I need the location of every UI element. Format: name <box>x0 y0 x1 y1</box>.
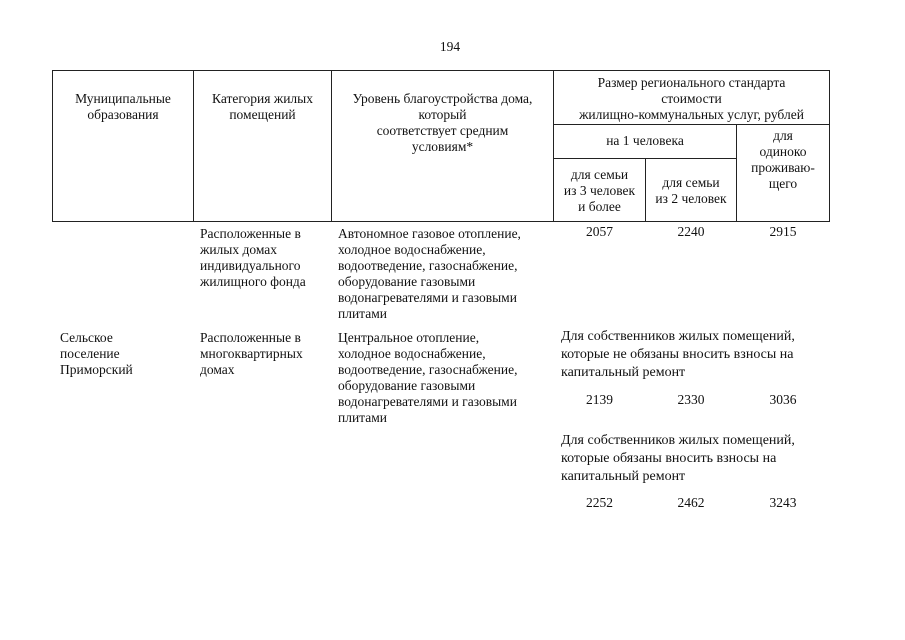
row2-group2-note: Для собственников жилых помещений, которые обязаны вносить взносы на капитальный ремонт <box>561 433 795 484</box>
row2-municipal: Сельское поселение Приморский <box>60 330 133 377</box>
row2-group1-family2: 2330 <box>677 392 705 407</box>
header-standard-size: Размер регионального стандарта стоимости жилищно-коммунальных услуг, рублей <box>579 75 804 122</box>
row2-group2-family3: 2252 <box>586 495 613 510</box>
row2-level: Центральное отопление, холодное водоснабжение, водоотведение, газоснабжение, оборудование газовыми водонагревателями и газовыми плитами <box>338 330 518 425</box>
row1-level: Автономное газовое отопление, холодное водоснабжение, водоотведение, газоснабжение, оборудование газовыми водонагревателями и газовыми плитами <box>338 226 521 321</box>
header-split-line <box>553 124 830 125</box>
header-family2: для семьи из 2 человек <box>655 175 727 206</box>
header-single: для одиноко проживаю- щего <box>751 128 815 191</box>
row2-group1-single: 3036 <box>769 392 797 407</box>
row2-group2-family2: 2462 <box>677 495 705 510</box>
header-municipal: Муниципальные образования <box>75 91 171 122</box>
row2-group1-note: Для собственников жилых помещений, которые не обязаны вносить взносы на капитальный ремонт <box>561 329 795 380</box>
header-bottom-border <box>52 221 830 222</box>
header-per-person: на 1 человека <box>606 133 684 148</box>
row1-value-family3: 2057 <box>586 224 613 239</box>
header-category: Категория жилых помещений <box>212 91 313 122</box>
table-right-border <box>829 70 830 222</box>
row2-group2-single: 3243 <box>769 495 797 510</box>
header-family3: для семьи из 3 человек и более <box>563 167 636 214</box>
table-top-border <box>52 70 830 71</box>
header-level: Уровень благоустройства дома, который соответствует средним условиям* <box>352 91 533 154</box>
row2-group1-family3: 2139 <box>586 392 613 407</box>
row1-category: Расположенные в жилых домах индивидуального жилищного фонда <box>200 226 306 289</box>
row1-value-family2: 2240 <box>677 224 705 239</box>
row1-value-single: 2915 <box>769 224 797 239</box>
row2-category: Расположенные в многоквартирных домах <box>200 330 303 377</box>
page-number: 194 <box>439 39 461 54</box>
